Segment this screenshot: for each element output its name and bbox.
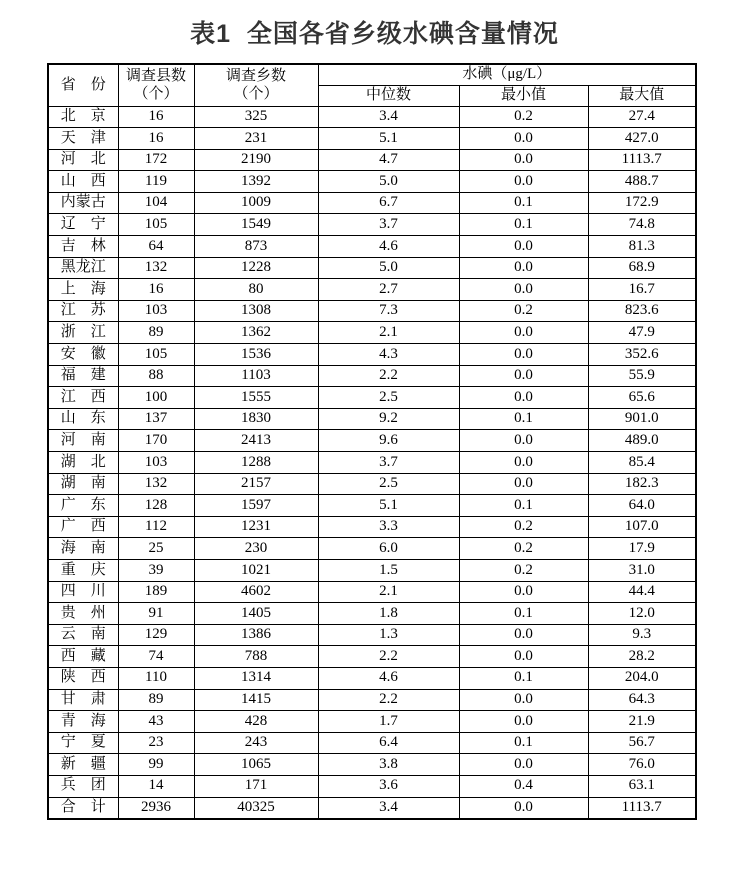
median-cell: 1.7 (318, 711, 459, 733)
median-cell: 5.0 (318, 257, 459, 279)
townships-cell: 4602 (194, 581, 318, 603)
counties-cell: 103 (118, 300, 194, 322)
table-row (48, 387, 696, 409)
min-cell: 0.0 (459, 365, 588, 387)
max-cell: 74.8 (588, 214, 696, 236)
min-cell: 0.2 (459, 559, 588, 581)
max-cell: 107.0 (588, 516, 696, 538)
table-row (48, 689, 696, 711)
counties-cell: 132 (118, 257, 194, 279)
median-cell: 3.6 (318, 775, 459, 797)
province-cell: 山 东 (48, 408, 118, 430)
median-cell: 2.7 (318, 279, 459, 301)
min-cell: 0.0 (459, 689, 588, 711)
province-cell: 天 津 (48, 128, 118, 150)
median-cell: 2.1 (318, 322, 459, 344)
counties-cell: 16 (118, 128, 194, 150)
townships-cell: 1065 (194, 754, 318, 776)
table-row (48, 236, 696, 258)
table-row (48, 538, 696, 560)
table-row (48, 322, 696, 344)
table-row (48, 624, 696, 646)
max-cell: 1113.7 (588, 797, 696, 819)
min-cell: 0.1 (459, 192, 588, 214)
table-header (48, 64, 696, 106)
median-cell: 3.7 (318, 214, 459, 236)
min-cell: 0.2 (459, 300, 588, 322)
townships-cell: 171 (194, 775, 318, 797)
table-row (48, 106, 696, 128)
table-row (48, 257, 696, 279)
province-cell: 贵 州 (48, 603, 118, 625)
table-row (48, 128, 696, 150)
median-cell: 3.4 (318, 797, 459, 819)
townships-cell: 1308 (194, 300, 318, 322)
header-water-iodine-group: 水碘（μg/L） (318, 64, 696, 85)
header-townships-line1: 调查乡数 (225, 67, 286, 84)
townships-cell: 1362 (194, 322, 318, 344)
median-cell: 1.5 (318, 559, 459, 581)
median-cell: 3.4 (318, 106, 459, 128)
header-min: 最小值 (459, 85, 588, 106)
min-cell: 0.0 (459, 236, 588, 258)
median-cell: 3.8 (318, 754, 459, 776)
province-cell: 兵 团 (48, 775, 118, 797)
townships-cell: 873 (194, 236, 318, 258)
median-cell: 3.3 (318, 516, 459, 538)
min-cell: 0.0 (459, 646, 588, 668)
min-cell: 0.0 (459, 279, 588, 301)
townships-cell: 1392 (194, 171, 318, 193)
townships-cell: 428 (194, 711, 318, 733)
min-cell: 0.0 (459, 171, 588, 193)
table-row (48, 171, 696, 193)
townships-cell: 1405 (194, 603, 318, 625)
max-cell: 488.7 (588, 171, 696, 193)
counties-cell: 100 (118, 387, 194, 409)
max-cell: 64.0 (588, 495, 696, 517)
province-cell: 合 计 (48, 797, 118, 819)
counties-cell: 132 (118, 473, 194, 495)
max-cell: 65.6 (588, 387, 696, 409)
table-row (48, 192, 696, 214)
max-cell: 85.4 (588, 452, 696, 474)
townships-cell: 2190 (194, 149, 318, 171)
table-row (48, 732, 696, 754)
max-cell: 489.0 (588, 430, 696, 452)
province-cell: 青 海 (48, 711, 118, 733)
median-cell: 1.8 (318, 603, 459, 625)
townships-cell: 1021 (194, 559, 318, 581)
header-counties (118, 64, 194, 106)
province-cell: 山 西 (48, 171, 118, 193)
counties-cell: 39 (118, 559, 194, 581)
header-median: 中位数 (318, 85, 459, 106)
median-cell: 2.5 (318, 473, 459, 495)
province-cell: 河 北 (48, 149, 118, 171)
median-cell: 5.1 (318, 495, 459, 517)
median-cell: 4.7 (318, 149, 459, 171)
table-row (48, 516, 696, 538)
table-row (48, 603, 696, 625)
counties-cell: 2936 (118, 797, 194, 819)
table-row (48, 214, 696, 236)
min-cell: 0.1 (459, 667, 588, 689)
table-row (48, 646, 696, 668)
counties-cell: 89 (118, 322, 194, 344)
province-cell: 浙 江 (48, 322, 118, 344)
province-cell: 云 南 (48, 624, 118, 646)
townships-cell: 230 (194, 538, 318, 560)
max-cell: 55.9 (588, 365, 696, 387)
province-cell: 广 东 (48, 495, 118, 517)
table-row (48, 754, 696, 776)
min-cell: 0.0 (459, 473, 588, 495)
province-cell: 湖 北 (48, 452, 118, 474)
max-cell: 56.7 (588, 732, 696, 754)
table-row (48, 473, 696, 495)
province-cell: 广 西 (48, 516, 118, 538)
median-cell: 5.0 (318, 171, 459, 193)
counties-cell: 112 (118, 516, 194, 538)
townships-cell: 1830 (194, 408, 318, 430)
province-cell: 安 徽 (48, 344, 118, 366)
min-cell: 0.4 (459, 775, 588, 797)
median-cell: 9.2 (318, 408, 459, 430)
counties-cell: 91 (118, 603, 194, 625)
max-cell: 9.3 (588, 624, 696, 646)
max-cell: 47.9 (588, 322, 696, 344)
max-cell: 427.0 (588, 128, 696, 150)
province-cell: 黑龙江 (48, 257, 118, 279)
median-cell: 4.6 (318, 667, 459, 689)
min-cell: 0.0 (459, 322, 588, 344)
counties-cell: 128 (118, 495, 194, 517)
townships-cell: 1314 (194, 667, 318, 689)
max-cell: 12.0 (588, 603, 696, 625)
townships-cell: 231 (194, 128, 318, 150)
max-cell: 44.4 (588, 581, 696, 603)
counties-cell: 99 (118, 754, 194, 776)
province-cell: 江 西 (48, 387, 118, 409)
counties-cell: 88 (118, 365, 194, 387)
counties-cell: 25 (118, 538, 194, 560)
townships-cell: 243 (194, 732, 318, 754)
table-row (48, 279, 696, 301)
median-cell: 4.6 (318, 236, 459, 258)
min-cell: 0.2 (459, 516, 588, 538)
townships-cell: 2157 (194, 473, 318, 495)
townships-cell: 1415 (194, 689, 318, 711)
max-cell: 31.0 (588, 559, 696, 581)
townships-cell: 1103 (194, 365, 318, 387)
townships-cell: 2413 (194, 430, 318, 452)
header-row-top (48, 64, 696, 85)
counties-cell: 16 (118, 106, 194, 128)
max-cell: 63.1 (588, 775, 696, 797)
max-cell: 21.9 (588, 711, 696, 733)
header-counties-line1: 调查县数 (125, 67, 186, 84)
median-cell: 9.6 (318, 430, 459, 452)
min-cell: 0.0 (459, 430, 588, 452)
max-cell: 28.2 (588, 646, 696, 668)
min-cell: 0.1 (459, 495, 588, 517)
counties-cell: 14 (118, 775, 194, 797)
median-cell: 6.0 (318, 538, 459, 560)
median-cell: 4.3 (318, 344, 459, 366)
townships-cell: 1228 (194, 257, 318, 279)
max-cell: 81.3 (588, 236, 696, 258)
townships-cell: 1597 (194, 495, 318, 517)
max-cell: 68.9 (588, 257, 696, 279)
total-row (48, 797, 696, 819)
median-cell: 3.7 (318, 452, 459, 474)
max-cell: 901.0 (588, 408, 696, 430)
table-row (48, 300, 696, 322)
water-iodine-table (47, 63, 697, 820)
province-cell: 重 庆 (48, 559, 118, 581)
median-cell: 7.3 (318, 300, 459, 322)
province-cell: 辽 宁 (48, 214, 118, 236)
max-cell: 204.0 (588, 667, 696, 689)
min-cell: 0.0 (459, 797, 588, 819)
table-body (48, 106, 696, 819)
table-row (48, 344, 696, 366)
counties-cell: 119 (118, 171, 194, 193)
townships-cell: 1288 (194, 452, 318, 474)
min-cell: 0.1 (459, 214, 588, 236)
townships-cell: 1009 (194, 192, 318, 214)
province-cell: 四 川 (48, 581, 118, 603)
header-townships-line2: （个） (233, 86, 279, 103)
townships-cell: 80 (194, 279, 318, 301)
table-row (48, 711, 696, 733)
max-cell: 823.6 (588, 300, 696, 322)
min-cell: 0.2 (459, 106, 588, 128)
counties-cell: 43 (118, 711, 194, 733)
table-row (48, 365, 696, 387)
max-cell: 76.0 (588, 754, 696, 776)
median-cell: 2.1 (318, 581, 459, 603)
max-cell: 16.7 (588, 279, 696, 301)
table-row (48, 149, 696, 171)
counties-cell: 104 (118, 192, 194, 214)
province-cell: 上 海 (48, 279, 118, 301)
counties-cell: 137 (118, 408, 194, 430)
header-province: 省 份 (48, 64, 118, 106)
province-cell: 吉 林 (48, 236, 118, 258)
province-cell: 宁 夏 (48, 732, 118, 754)
page-title: 表1 全国各省乡级水碘含量情况 (190, 20, 559, 48)
median-cell: 2.2 (318, 365, 459, 387)
counties-cell: 172 (118, 149, 194, 171)
median-cell: 5.1 (318, 128, 459, 150)
counties-cell: 89 (118, 689, 194, 711)
counties-cell: 23 (118, 732, 194, 754)
median-cell: 2.5 (318, 387, 459, 409)
min-cell: 0.1 (459, 603, 588, 625)
table-row (48, 452, 696, 474)
min-cell: 0.1 (459, 732, 588, 754)
table-row (48, 559, 696, 581)
min-cell: 0.0 (459, 624, 588, 646)
max-cell: 17.9 (588, 538, 696, 560)
townships-cell: 1386 (194, 624, 318, 646)
median-cell: 2.2 (318, 689, 459, 711)
table-row (48, 667, 696, 689)
table-row (48, 495, 696, 517)
townships-cell: 1231 (194, 516, 318, 538)
province-cell: 西 藏 (48, 646, 118, 668)
header-max: 最大值 (588, 85, 696, 106)
max-cell: 64.3 (588, 689, 696, 711)
province-cell: 北 京 (48, 106, 118, 128)
townships-cell: 788 (194, 646, 318, 668)
table-row (48, 581, 696, 603)
min-cell: 0.2 (459, 538, 588, 560)
min-cell: 0.0 (459, 387, 588, 409)
townships-cell: 325 (194, 106, 318, 128)
max-cell: 1113.7 (588, 149, 696, 171)
province-cell: 海 南 (48, 538, 118, 560)
table-row (48, 408, 696, 430)
min-cell: 0.0 (459, 711, 588, 733)
min-cell: 0.0 (459, 149, 588, 171)
header-counties-line2: （个） (133, 86, 179, 103)
counties-cell: 64 (118, 236, 194, 258)
counties-cell: 74 (118, 646, 194, 668)
min-cell: 0.0 (459, 754, 588, 776)
townships-cell: 40325 (194, 797, 318, 819)
counties-cell: 189 (118, 581, 194, 603)
province-cell: 江 苏 (48, 300, 118, 322)
townships-cell: 1555 (194, 387, 318, 409)
province-cell: 甘 肃 (48, 689, 118, 711)
counties-cell: 103 (118, 452, 194, 474)
province-cell: 福 建 (48, 365, 118, 387)
counties-cell: 16 (118, 279, 194, 301)
counties-cell: 129 (118, 624, 194, 646)
townships-cell: 1536 (194, 344, 318, 366)
max-cell: 172.9 (588, 192, 696, 214)
median-cell: 2.2 (318, 646, 459, 668)
counties-cell: 110 (118, 667, 194, 689)
province-cell: 河 南 (48, 430, 118, 452)
counties-cell: 105 (118, 344, 194, 366)
median-cell: 6.4 (318, 732, 459, 754)
max-cell: 182.3 (588, 473, 696, 495)
min-cell: 0.0 (459, 452, 588, 474)
median-cell: 1.3 (318, 624, 459, 646)
counties-cell: 105 (118, 214, 194, 236)
province-cell: 新 疆 (48, 754, 118, 776)
province-cell: 内蒙古 (48, 192, 118, 214)
median-cell: 6.7 (318, 192, 459, 214)
max-cell: 352.6 (588, 344, 696, 366)
header-townships (194, 64, 318, 106)
min-cell: 0.0 (459, 344, 588, 366)
table-row (48, 430, 696, 452)
min-cell: 0.1 (459, 408, 588, 430)
max-cell: 27.4 (588, 106, 696, 128)
townships-cell: 1549 (194, 214, 318, 236)
province-cell: 湖 南 (48, 473, 118, 495)
province-cell: 陕 西 (48, 667, 118, 689)
min-cell: 0.0 (459, 128, 588, 150)
table-row (48, 775, 696, 797)
min-cell: 0.0 (459, 581, 588, 603)
min-cell: 0.0 (459, 257, 588, 279)
counties-cell: 170 (118, 430, 194, 452)
